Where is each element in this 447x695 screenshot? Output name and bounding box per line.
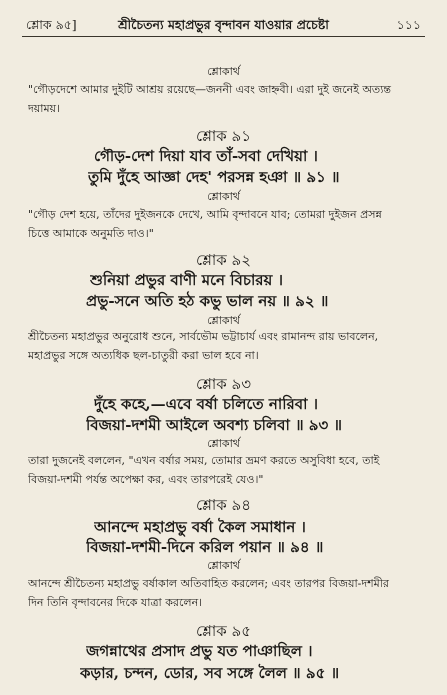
verse-line-94-2: বিজয়া-দশমী-দিনে করিল পয়ান ॥ ৯৪ ॥ bbox=[86, 538, 324, 556]
translation-heading-93 bbox=[0, 436, 447, 451]
verse-number: শ্লোক ৯৫ bbox=[196, 622, 251, 640]
verse-line-94-1: আনন্দে মহাপ্রভু বর্ষা কৈল সমাধান । bbox=[94, 518, 306, 536]
translation-text-90 bbox=[28, 80, 420, 118]
translation-line: চিত্তে আমাকে অনুমতি দাও।" bbox=[28, 227, 154, 240]
verse-number-92 bbox=[0, 250, 447, 270]
header-chapter-title: শ্রীচৈতন্য মহাপ্রভুর বৃন্দাবন যাওয়ার প্রচেষ্টা bbox=[118, 17, 329, 32]
verse-number: শ্লোক ৯৪ bbox=[196, 496, 251, 514]
translation-heading: শ্লোকার্থ bbox=[207, 437, 240, 450]
verse-line-92-2: প্রভু-সনে অতি হঠ কভু ভাল নয় ॥ ৯২ ॥ bbox=[86, 292, 329, 310]
header-page-number: ১১১ bbox=[396, 17, 421, 32]
translation-line: শ্রীচৈতন্য মহাপ্রভুর অনুরোধ শুনে, সার্বভৌম ভট্টাচার্য এবং রামানন্দ রায় ভাবলেন, bbox=[28, 330, 379, 343]
translation-line: দিন তিনি বৃন্দাবনের দিকে যাত্রা করলেন। bbox=[28, 596, 203, 609]
verse-number: শ্লোক ৯২ bbox=[196, 251, 251, 269]
verse-number-93 bbox=[0, 374, 447, 394]
verse-line-91-2: তুমি দুঁহে আজ্ঞা দেহ' পরসন্ন হঞা ॥ ৯১ ॥ bbox=[88, 168, 340, 186]
translation-line: তারা দুজনেই বললেন, "এখন বর্ষার সময়, তোমার ভ্রমণ করতে অসুবিধা হবে, তাই bbox=[28, 454, 380, 467]
translation-heading-94 bbox=[0, 558, 447, 573]
translation-text-91 bbox=[28, 205, 420, 243]
translation-heading: শ্লোকার্থ bbox=[207, 190, 240, 203]
header-verse-ref: শ্লোক ৯৫] bbox=[26, 17, 77, 32]
verse-number: শ্লোক ৯৩ bbox=[196, 375, 251, 393]
verse-line-93-2: বিজয়া-দশমী আইলে অবশ্য চলিবা ॥ ৯৩ ॥ bbox=[86, 416, 342, 434]
translation-line: বিজয়া-দশমী পর্যন্ত অপেক্ষা কর, এবং তারপরেই যেও।" bbox=[28, 473, 264, 486]
running-header bbox=[22, 14, 425, 37]
verse-line-95-1: জগন্নাথের প্রসাদ প্রভু যত পাঞাছিল । bbox=[86, 642, 313, 660]
translation-heading-90 bbox=[0, 64, 447, 79]
translation-line: "গৌড়দেশে আমার দুইটি আশ্রয় রয়েছে—জননী এবং জাহ্নবী। এরা দুই জনেই অত্যন্ত bbox=[28, 83, 391, 96]
translation-text-92 bbox=[28, 327, 420, 365]
translation-line: দয়াময়। bbox=[28, 102, 60, 115]
verse-number-95 bbox=[0, 621, 447, 641]
translation-heading: শ্লোকার্থ bbox=[207, 314, 240, 327]
translation-heading: শ্লোকার্থ bbox=[207, 559, 240, 572]
translation-text-93 bbox=[28, 451, 420, 489]
translation-heading: শ্লোকার্থ bbox=[207, 65, 240, 78]
verse-number-91 bbox=[0, 126, 447, 146]
verse-line-93-1: দুঁহে কহে,—এবে বর্ষা চলিতে নারিবা । bbox=[94, 395, 319, 413]
translation-line: আনন্দে শ্রীচৈতন্য মহাপ্রভু বর্ষাকাল অতিবাহিত করলেন; এবং তারপর বিজয়া-দশমীর bbox=[28, 577, 389, 590]
verse-line-95-2: কড়ার, চন্দন, ডোর, সব সঙ্গে লৈল ॥ ৯৫ ॥ bbox=[80, 664, 340, 682]
verse-number-94 bbox=[0, 495, 447, 515]
translation-line: "গৌড় দেশ হয়ে, তাঁদের দুইজনকে দেখে, আমি বৃন্দাবনে যাব; তোমরা দুইজন প্রসন্ন bbox=[28, 208, 382, 221]
translation-text-94 bbox=[28, 574, 420, 612]
verse-number: শ্লোক ৯১ bbox=[196, 127, 251, 145]
verse-line-92-1: শুনিয়া প্রভুর বাণী মনে বিচারয় । bbox=[90, 271, 283, 289]
translation-heading-91 bbox=[0, 189, 447, 204]
translation-heading-92 bbox=[0, 313, 447, 328]
verse-line-91-1: গৌড়-দেশ দিয়া যাব তাঁ-সবা দেখিয়া । bbox=[94, 147, 318, 165]
translation-line: মহাপ্রভুর সঙ্গে অত্যধিক ছল-চাতুরী করা ভাল হবে না। bbox=[28, 349, 259, 362]
